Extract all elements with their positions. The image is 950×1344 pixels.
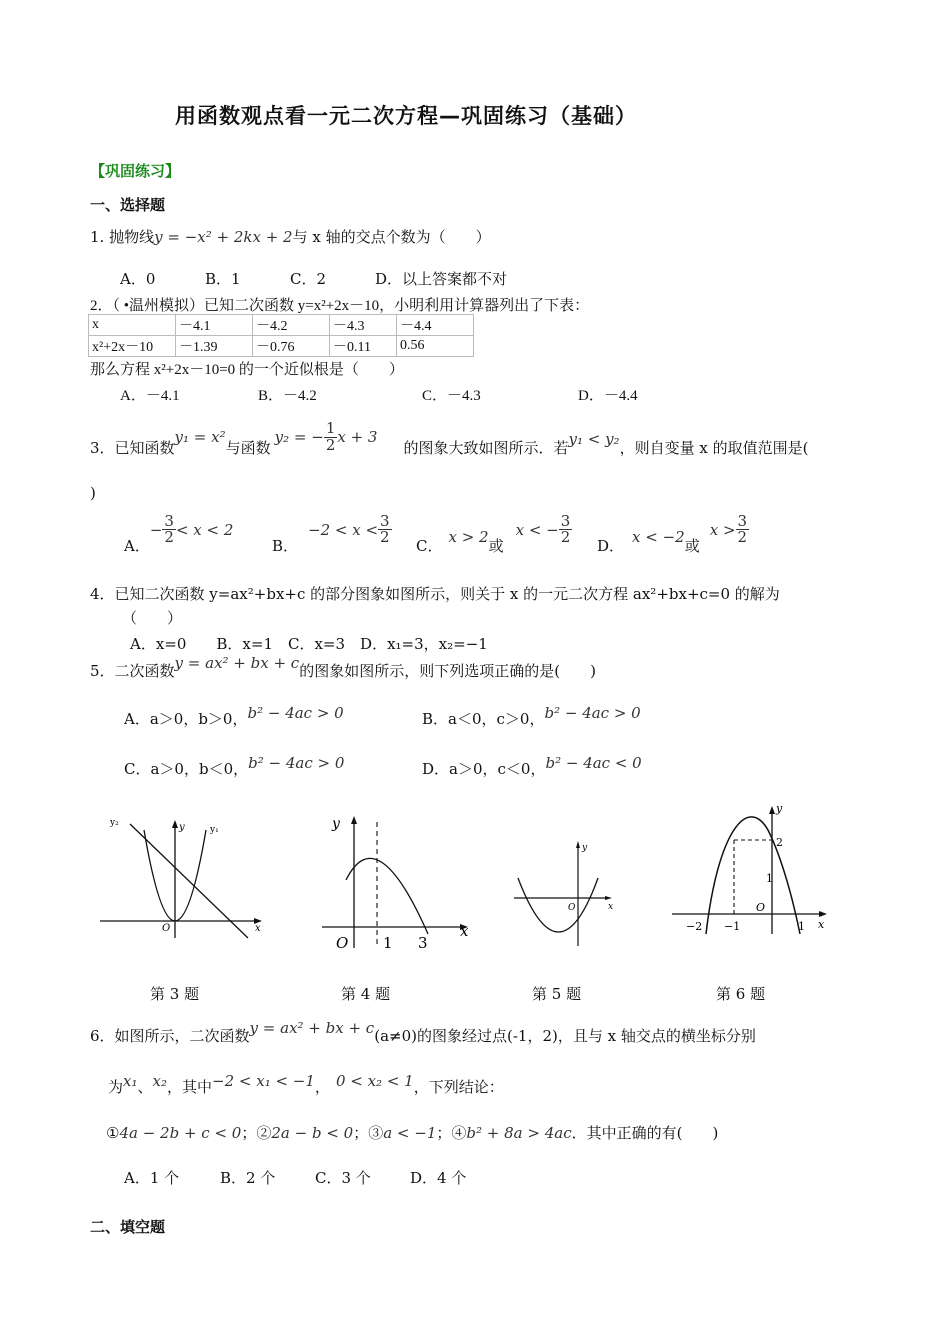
- q6-tail: (a≠0)的图象经过点(-1，2)，且与 x 轴交点的横坐标分别: [374, 1027, 756, 1045]
- q5-formula: y = ax² + bx + c: [174, 654, 300, 672]
- section-tag: 【巩固练习】: [90, 162, 181, 180]
- question-1: [90, 226, 491, 247]
- q3-c2: x < −: [515, 520, 559, 539]
- q3-opt-a-label: A．: [124, 537, 150, 555]
- q4-paren: （ ）: [122, 609, 183, 627]
- q3-option-a: [124, 508, 233, 556]
- q5-b-math: b² − 4ac > 0: [544, 704, 641, 722]
- frac-den: 2: [380, 528, 390, 547]
- q5-number: 5．二次函数: [90, 662, 175, 680]
- q5-d-math: b² − 4ac < 0: [545, 754, 642, 772]
- q3-option-c: [416, 508, 572, 556]
- q6-line2: [108, 1072, 504, 1097]
- q5-b-text: B．a＜0，c＞0，: [422, 710, 545, 728]
- frac-num: 3: [164, 511, 174, 530]
- f6-tick-m1: −1: [724, 920, 741, 933]
- q2-option-d: D．－4.4: [578, 388, 638, 404]
- f6-x-label: x: [818, 918, 825, 931]
- q3-d-frac: [736, 511, 750, 547]
- section-fill-heading: 二、填空题: [90, 1218, 166, 1236]
- q5-a-text: A．a＞0，b＞0，: [124, 710, 248, 728]
- frac-num: 3: [380, 511, 390, 530]
- q5-option-a: [124, 704, 344, 729]
- q2-option-a: A．－4.1: [120, 388, 180, 404]
- fig-caption-4: 第 4 题: [341, 985, 391, 1003]
- q6-s-end: ．其中正确的有( ): [571, 1124, 719, 1142]
- q3-opt-c-label: C．: [416, 537, 443, 555]
- f6-origin-label: O: [756, 901, 766, 914]
- q3-number: 3．已知函数: [90, 438, 175, 457]
- q6-s1-mark: ①: [106, 1124, 120, 1142]
- q6-formula: y = ax² + bx + c: [249, 1019, 375, 1037]
- q3-d2: x >: [709, 520, 736, 539]
- q3-c-or: 或: [488, 537, 504, 555]
- f3-x-label: x: [255, 923, 261, 934]
- fig-caption-3: 第 3 题: [150, 985, 200, 1003]
- q3-b-left: −2 < x <: [308, 520, 379, 539]
- q3-opt-d-label: D．: [597, 537, 625, 555]
- q1-post: 与 x 轴的交点个数为（ ）: [292, 228, 491, 246]
- frac-den: 2: [737, 528, 748, 547]
- q3-d1: x < −2: [632, 528, 685, 546]
- f5-y-label: y: [582, 843, 588, 853]
- q4-options: A．x=0 B．x=1 C．x=3 D．x₁=3，x₂=−1: [130, 635, 488, 653]
- q3-f1: y₁ = x²: [174, 428, 226, 446]
- table-cell: －4.3: [330, 315, 397, 336]
- q6-option-c: C．3 个: [315, 1169, 371, 1187]
- q6-x2: x₂: [152, 1072, 167, 1090]
- f4-tick-1: 1: [383, 934, 393, 952]
- f4-x-label: x: [460, 922, 469, 940]
- q3-opt-b-label: B．: [272, 537, 299, 555]
- q6-line2-end: ，下列结论：: [413, 1078, 504, 1096]
- f6-tick-p1: 1: [798, 920, 805, 933]
- q3-d-or: 或: [684, 537, 700, 555]
- q5-option-b: [422, 704, 641, 729]
- f4-tick-3: 3: [418, 934, 428, 952]
- q6-s2-mark: ；②: [241, 1124, 272, 1142]
- q3-c1: x > 2: [448, 528, 489, 546]
- f6-tick-m2: −2: [686, 920, 703, 933]
- q1-option-b: B．1: [205, 270, 241, 288]
- table-row: [89, 336, 474, 357]
- frac-den: 2: [560, 528, 571, 547]
- q6-s2: 2a − b < 0: [271, 1124, 354, 1142]
- f3-origin-label: O: [162, 923, 171, 934]
- q1-option-a: A．0: [120, 270, 156, 288]
- fig-caption-5: 第 5 题: [532, 985, 582, 1003]
- table-cell: －0.76: [253, 336, 330, 357]
- q5-a-math: b² − 4ac > 0: [247, 704, 344, 722]
- frac-den: 2: [164, 528, 174, 547]
- q6-s1: 4a − 2b + c < 0: [119, 1124, 242, 1142]
- q3-cond: y₁ < y₂: [568, 430, 620, 448]
- q1-option-d: D．以上答案都不对: [375, 270, 508, 288]
- figure-4-graph: [318, 808, 478, 958]
- question-5: [90, 654, 596, 681]
- table-cell: －1.39: [176, 336, 253, 357]
- q5-option-d: [422, 754, 642, 779]
- q3-a-frac: [162, 511, 176, 547]
- f6-tick-2: 2: [776, 836, 783, 849]
- q6-cond2: 0 < x₂ < 1: [335, 1072, 414, 1090]
- q3-option-b: [272, 508, 392, 556]
- q3-mid: 与函数: [225, 438, 271, 457]
- q2-option-c: C．－4.3: [422, 388, 481, 404]
- figure-5-graph: [510, 836, 625, 951]
- table-row: [89, 315, 474, 336]
- table-cell: －4.4: [397, 315, 474, 336]
- f5-x-label: x: [608, 902, 614, 912]
- q3-tail2: ，则自变量 x 的取值范围是(: [619, 438, 809, 457]
- q5-option-c: [124, 754, 345, 779]
- q6-statements: [106, 1122, 718, 1143]
- f6-tick-1: 1: [766, 872, 773, 885]
- q6-number: 6．如图所示，二次函数: [90, 1027, 250, 1045]
- f4-origin-label: O: [336, 934, 349, 952]
- q6-s3-mark: ；③: [353, 1124, 384, 1142]
- q3-f2-left: y₂ = −: [274, 428, 324, 446]
- q5-c-text: C．a＞0，b＜0，: [124, 760, 249, 778]
- fig-caption-6: 第 6 题: [716, 985, 766, 1003]
- q3-tail1: 的图象大致如图所示．若: [403, 438, 569, 457]
- f3-y1-label: y₁: [210, 825, 219, 835]
- frac-num: 3: [560, 511, 571, 530]
- page-title: 用函数观点看一元二次方程—巩固练习（基础）: [175, 104, 637, 128]
- q2-option-b: B．－4.2: [258, 388, 317, 404]
- table-cell: －0.11: [330, 336, 397, 357]
- table-cell: －4.2: [253, 315, 330, 336]
- q6-s4-mark: ；④: [436, 1124, 467, 1142]
- q1-option-c: C．2: [290, 270, 327, 288]
- q6-x1: x₁: [123, 1072, 138, 1090]
- table-cell: x: [89, 315, 176, 336]
- q3-f2-frac: [324, 418, 338, 454]
- q1-pre: 抛物线: [109, 228, 155, 246]
- q3-b-frac: [378, 511, 392, 547]
- f3-y-label: y: [179, 822, 185, 833]
- q2-stem: 2．（ •温州模拟）已知二次函数 y=x²+2x－10，小明利用计算器列出了下表：: [90, 298, 590, 314]
- frac-num: 3: [737, 511, 748, 530]
- table-cell: 0.56: [397, 336, 474, 357]
- section-choice-heading: 一、选择题: [90, 196, 166, 214]
- q6-s3: a < −1: [383, 1124, 437, 1142]
- f6-y-label: y: [776, 802, 783, 815]
- table-cell: x²+2x－10: [89, 336, 176, 357]
- frac-num: 1: [325, 418, 336, 437]
- f4-y-label: y: [332, 816, 340, 832]
- q4-stem: 4．已知二次函数 y=ax²+bx+c 的部分图象如图所示，则关于 x 的一元二次方程 ax²+bx+c=0 的解为: [90, 585, 780, 603]
- q5-tail: 的图象如图所示，则下列选项正确的是( ): [299, 662, 596, 680]
- q3-a-left: −: [149, 520, 163, 539]
- frac-den: 2: [325, 435, 336, 454]
- q5-d-text: D．a＞0，c＜0，: [422, 760, 546, 778]
- q3-a-right: < x < 2: [175, 520, 234, 539]
- q6-option-b: B．2 个: [220, 1169, 276, 1187]
- table-cell: －4.1: [176, 315, 253, 336]
- q6-sep: 、: [137, 1078, 153, 1096]
- q6-line2-pre: 为: [108, 1078, 124, 1096]
- q6-line2-mid: ，其中: [167, 1078, 213, 1096]
- q6-option-a: A．1 个: [124, 1169, 180, 1187]
- q5-c-math: b² − 4ac > 0: [248, 754, 345, 772]
- q1-number: 1.: [90, 228, 105, 246]
- figure-6-graph: [668, 800, 838, 940]
- q2-calc-table: [88, 314, 474, 357]
- figure-3-graph: [96, 812, 271, 942]
- q6-s4: b² + 8a > 4ac: [466, 1124, 572, 1142]
- f3-y2-label: y₂: [110, 818, 119, 828]
- f5-origin-label: O: [568, 903, 576, 913]
- q3-f2-right: x + 3: [337, 428, 378, 446]
- q3-c-frac: [559, 511, 573, 547]
- q1-formula: y = −x² + 2kx + 2: [154, 228, 293, 246]
- q3-option-d: [597, 508, 749, 556]
- q2-ask: 那么方程 x²+2x－10=0 的一个近似根是（ ）: [90, 362, 404, 378]
- q6-comma: ，: [314, 1078, 330, 1096]
- question-6: [90, 1019, 756, 1046]
- q6-option-d: D．4 个: [410, 1169, 467, 1187]
- q3-close: ): [90, 484, 96, 502]
- question-3: [90, 418, 809, 469]
- q6-cond1: −2 < x₁ < −1: [212, 1072, 315, 1090]
